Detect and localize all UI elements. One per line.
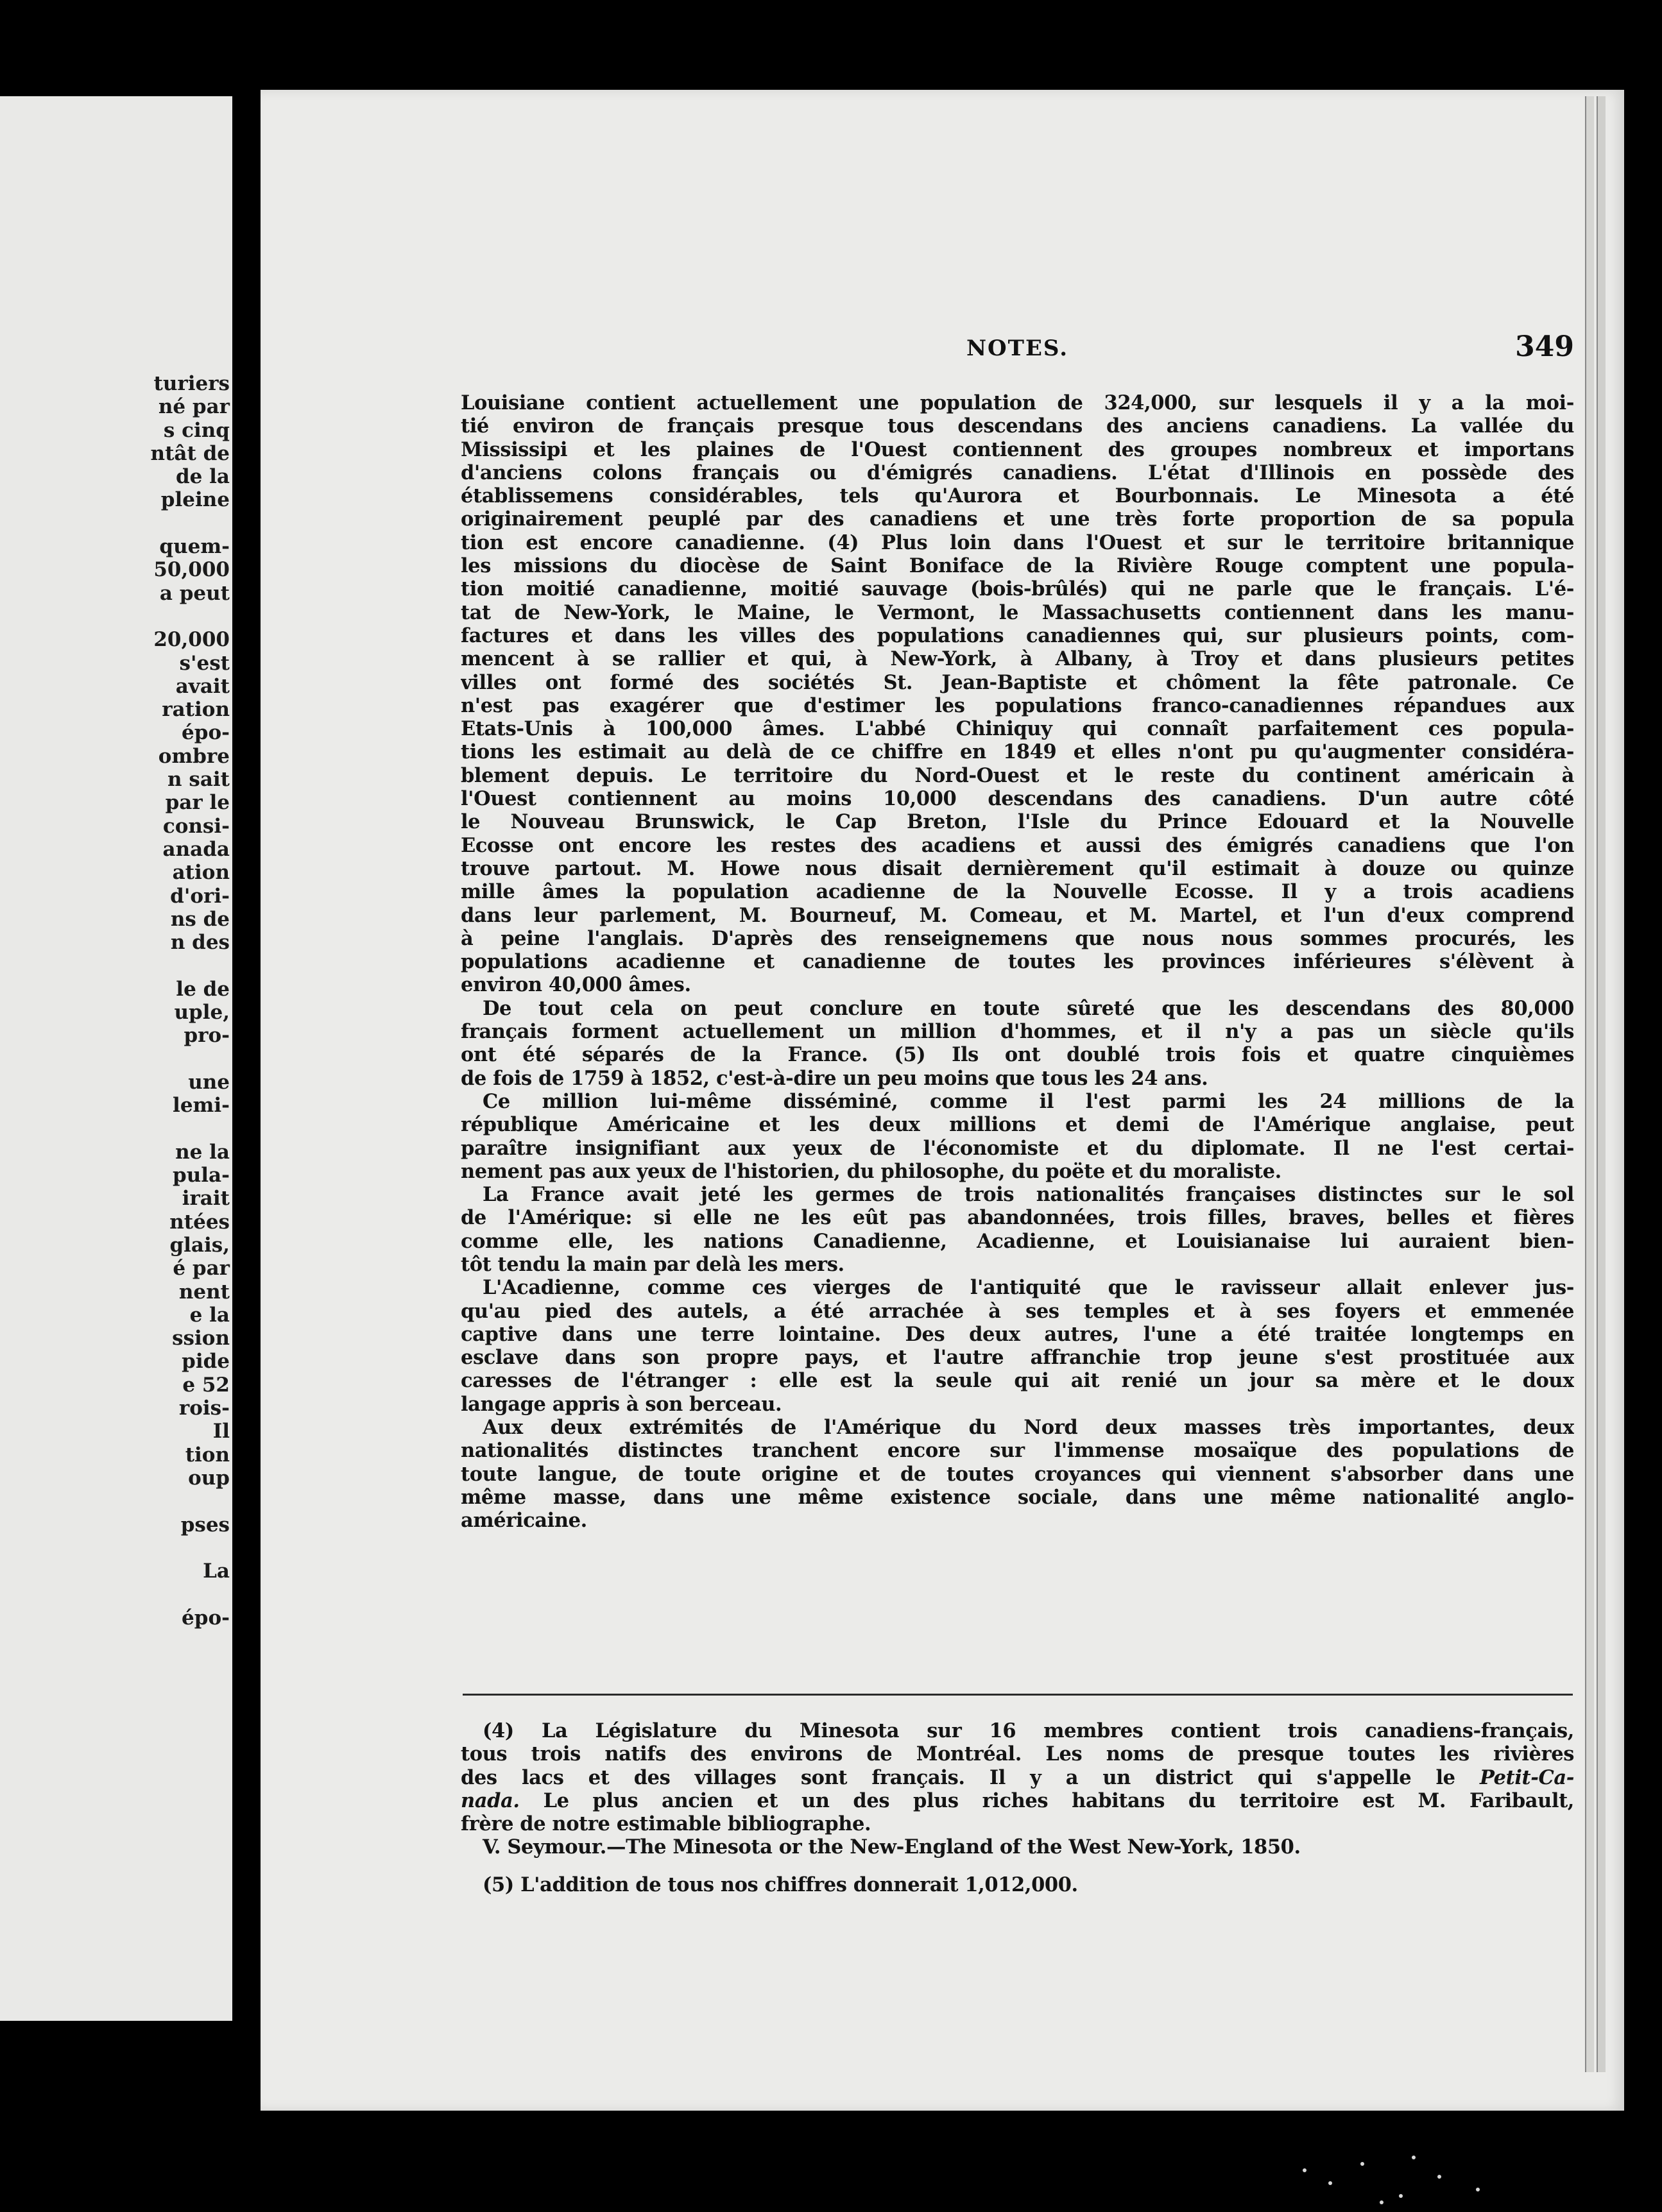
text-line: d'anciens colons français ou d'émigrés canadiens. L'état d'Illinois en possède des xyxy=(461,461,1574,484)
text-line: Mississipi et les plaines de l'Ouest contiennent des groupes nombreux et importans xyxy=(461,438,1574,461)
page-edge xyxy=(1585,96,1594,2072)
facing-page-line: Il xyxy=(212,1420,230,1443)
scan-speckle xyxy=(1328,2181,1332,2185)
book-page xyxy=(261,90,1624,2111)
facing-page-line xyxy=(82,1048,230,1071)
page-number: 349 xyxy=(1515,330,1574,363)
text-line: captive dans une terre lointaine. Des deux autres, l'une a été traitée longtemps en xyxy=(461,1322,1574,1346)
facing-page-line: pses xyxy=(180,1513,230,1536)
facing-page-line xyxy=(82,1536,230,1560)
footnote-4-italic: Petit-Ca- xyxy=(1479,1765,1574,1789)
facing-page-line: ration xyxy=(162,698,230,722)
facing-page-line: nent xyxy=(178,1280,230,1304)
text-line: de l'Amérique: si elle ne les eût pas abandonnées, trois filles, braves, belles et fières xyxy=(461,1206,1574,1230)
facing-page-line: ne la xyxy=(175,1140,230,1164)
text-line: mencent à se rallier et qui, à New-York, à Albany, à Troy et dans plusieurs petites xyxy=(461,647,1574,671)
text-line: dans leur parlement, M. Bourneuf, M. Comeau, et M. Martel, et l'un d'eux comprend xyxy=(461,903,1574,927)
facing-page-line: anada xyxy=(162,837,230,861)
running-title: NOTES. xyxy=(966,336,1069,361)
text-line: tion moitié canadienne, moitié sauvage (bois-brûlés) qui ne parle que le français. L'é- xyxy=(461,577,1574,601)
facing-page-line: 50,000 xyxy=(153,558,230,582)
text-line: blement depuis. Le territoire du Nord-Ouest et le reste du continent américain à xyxy=(461,763,1574,787)
footnote-4-line: frère de notre estimable bibliographe. xyxy=(461,1812,871,1836)
text-line: nement pas aux yeux de l'historien, du philosophe, du poëte et du moraliste. xyxy=(461,1159,1281,1183)
facing-page-line: glais, xyxy=(169,1233,230,1257)
facing-page-line xyxy=(82,605,230,628)
text-line: tié environ de français presque tous descendans des anciens canadiens. La vallée du xyxy=(461,414,1574,438)
text-line: les missions du diocèse de Saint Boniface de la Rivière Rouge comptent une popula- xyxy=(461,554,1574,578)
running-head xyxy=(461,330,1574,369)
text-line: De tout cela on peut conclure en toute sûreté que les descendans des 80,000 xyxy=(483,996,1574,1020)
footnote-seymour: V. Seymour.—The Minesota or the New-England of the West New-York, 1850. xyxy=(483,1835,1301,1859)
scan-speckle xyxy=(1399,2194,1403,2198)
facing-page-line: lemi- xyxy=(173,1094,230,1118)
scan-speckle xyxy=(1412,2156,1416,2159)
text-line: le Nouveau Brunswick, le Cap Breton, l'Isle du Prince Edouard et la Nouvelle xyxy=(461,810,1574,834)
text-line: l'Ouest contiennent au moins 10,000 descendans des canadiens. D'un autre côté xyxy=(461,787,1574,811)
text-line: tôt tendu la main par delà les mers. xyxy=(461,1252,844,1276)
text-line: n'est pas exagérer que d'estimer les populations franco-canadiennes répandues aux xyxy=(461,693,1574,717)
text-line: tions les estimait au delà de ce chiffre en 1849 et elles n'ont pu qu'augmenter considéra- xyxy=(461,740,1574,764)
scan-speckle xyxy=(1437,2175,1441,2179)
facing-page-line xyxy=(82,1118,230,1141)
text-line: français forment actuellement un million d'hommes, et il n'y a pas un siècle qu'ils xyxy=(461,1020,1574,1044)
facing-page-line: de la xyxy=(175,465,230,489)
text-line: villes ont formé des sociétés St. Jean-Baptiste et chôment la fête patronale. Ce xyxy=(461,670,1574,694)
footnote-4-line: (4) La Législature du Minesota sur 16 membres contient trois canadiens-français, xyxy=(483,1719,1574,1742)
facing-page-line: e 52 xyxy=(182,1373,230,1397)
facing-page-line: ns de xyxy=(170,907,230,931)
text-line: Louisiane contient actuellement une population de 324,000, sur lesquels il y a la moi- xyxy=(461,391,1574,414)
footnote-4-text: Le plus ancien et un des plus riches habitans du territoire est M. Faribault, xyxy=(519,1789,1574,1812)
facing-page-line: une xyxy=(188,1070,230,1094)
text-line: caresses de l'étranger : elle est la seule qui ait renié un jour sa mère et le doux xyxy=(461,1369,1574,1393)
text-line: paraître insignifiant aux yeux de l'économiste et du diplomate. Il ne l'est certai- xyxy=(461,1136,1574,1160)
text-line: environ 40,000 âmes. xyxy=(461,973,691,997)
facing-page-line: pula- xyxy=(173,1164,230,1187)
facing-page-line: 20,000 xyxy=(153,628,230,652)
text-line: établissemens considérables, tels qu'Aurora et Bourbonnais. Le Minesota a été xyxy=(461,484,1574,508)
facing-page-line: e la xyxy=(189,1303,230,1327)
facing-page-line: La xyxy=(203,1560,230,1583)
facing-page-line: par le xyxy=(165,791,230,815)
page-edge xyxy=(1597,96,1606,2072)
facing-page-fragment xyxy=(0,96,232,2021)
text-line: La France avait jeté les germes de trois nationalités françaises distinctes sur le sol xyxy=(483,1183,1574,1207)
footnote-5: (5) L'addition de tous nos chiffres donnerait 1,012,000. xyxy=(483,1873,1078,1896)
footnote-4-line xyxy=(461,1766,1574,1789)
facing-page-line: irait xyxy=(182,1187,230,1211)
scan-speckle xyxy=(1303,2168,1306,2172)
facing-page-line: uple, xyxy=(174,1001,230,1025)
facing-page-line: épo- xyxy=(182,1606,230,1629)
text-line: esclave dans son propre pays, et l'autre affranchie trop jeune s'est prostituée aux xyxy=(461,1346,1574,1370)
text-line: comme elle, les nations Canadienne, Acadienne, et Louisianaise lui auraient bien- xyxy=(461,1229,1574,1253)
footnote-4-line xyxy=(461,1789,1574,1812)
facing-page-line: tion xyxy=(185,1443,230,1467)
text-line: république Américaine et les deux millions et demi de l'Amérique anglaise, peut xyxy=(461,1113,1574,1137)
facing-page-line: pleine xyxy=(160,488,230,512)
facing-page-line: né par xyxy=(158,395,230,419)
text-line: originairement peuplé par des canadiens et une très forte proportion de sa popula xyxy=(461,507,1574,531)
facing-page-line: s cinq xyxy=(163,418,230,442)
facing-page-line: épo- xyxy=(182,721,230,745)
body-text xyxy=(461,391,1574,1533)
facing-page-line: rois- xyxy=(178,1397,230,1420)
facing-page-line: ation xyxy=(172,861,230,885)
text-line: toute langue, de toute origine et de toutes croyances qui viennent s'absorber dans une xyxy=(461,1462,1574,1486)
facing-page-line: ntées xyxy=(169,1210,230,1234)
facing-page-line: a peut xyxy=(159,581,230,605)
scan-speckle xyxy=(1380,2200,1384,2204)
facing-page-line: pide xyxy=(182,1350,230,1374)
text-line: mille âmes la population acadienne de la Nouvelle Ecosse. Il y a trois acadiens xyxy=(461,880,1574,904)
text-line: langage appris à son berceau. xyxy=(461,1392,782,1416)
text-line: Ce million lui-même disséminé, comme il l'est parmi les 24 millions de la xyxy=(483,1089,1574,1113)
text-line: Ecosse ont encore les restes des acadiens et aussi des émigrés canadiens que l'on xyxy=(461,833,1574,857)
footnote-4-italic: nada. xyxy=(461,1789,520,1812)
facing-page-line: quem- xyxy=(159,535,230,559)
facing-page-line xyxy=(82,1490,230,1513)
scan-speckle xyxy=(1476,2188,1480,2191)
text-line: américaine. xyxy=(461,1509,587,1533)
facing-page-line: le de xyxy=(176,977,230,1001)
text-line: à peine l'anglais. D'après des renseignemens que nous nous sommes procurés, les xyxy=(461,926,1574,950)
footnote-4-line: tous trois natifs des environs de Montréal. Les noms de presque toutes les rivières xyxy=(461,1742,1574,1766)
facing-page-line xyxy=(82,954,230,977)
facing-page-line: oup xyxy=(188,1466,230,1490)
facing-page-line: consi- xyxy=(162,814,230,838)
text-line: tat de New-York, le Maine, le Vermont, le Massachusetts contiennent dans les manu- xyxy=(461,600,1574,624)
facing-page-line xyxy=(82,1583,230,1606)
facing-page-text xyxy=(82,372,230,1629)
footnotes xyxy=(461,1719,1574,1896)
text-line: nationalités distinctes tranchent encore sur l'immense mosaïque des populations de xyxy=(461,1439,1574,1463)
facing-page-line: n des xyxy=(170,931,230,955)
text-line: Aux deux extrémités de l'Amérique du Nord deux masses très importantes, deux xyxy=(483,1416,1574,1440)
text-line: trouve partout. M. Howe nous disait dernièrement qu'il estimait à douze ou quinze xyxy=(461,856,1574,880)
text-line: factures et dans les villes des populations canadiennes qui, sur plusieurs points, com- xyxy=(461,624,1574,647)
facing-page-line: ombre xyxy=(158,744,230,768)
facing-page-line: ssion xyxy=(172,1327,230,1350)
text-line: Etats-Unis à 100,000 âmes. L'abbé Chiniquy qui connaît parfaitement ces popula- xyxy=(461,717,1574,741)
text-line: L'Acadienne, comme ces vierges de l'antiquité que le ravisseur allait enlever jus- xyxy=(483,1276,1574,1300)
text-line: populations acadienne et canadienne de toutes les provinces inférieures s'élèvent à xyxy=(461,950,1574,974)
facing-page-line: turiers xyxy=(153,372,230,395)
facing-page-line: avait xyxy=(175,674,230,698)
facing-page-line: é par xyxy=(173,1257,230,1280)
text-line: tion est encore canadienne. (4) Plus loin dans l'Ouest et sur le territoire britannique xyxy=(461,531,1574,554)
facing-page-line: n sait xyxy=(167,768,230,792)
scan-speckle xyxy=(1360,2162,1364,2166)
text-line: ont été séparés de la France. (5) Ils ont doublé trois fois et quatre cinquièmes xyxy=(461,1043,1574,1067)
text-line: de fois de 1759 à 1852, c'est-à-dire un peu moins que tous les 24 ans. xyxy=(461,1066,1208,1090)
facing-page-line: d'ori- xyxy=(170,884,230,908)
text-line: même masse, dans une même existence sociale, dans une même nationalité anglo- xyxy=(461,1485,1574,1509)
footnote-rule xyxy=(463,1694,1573,1696)
text-line: qu'au pied des autels, a été arrachée à ses temples et à ses foyers et emmenée xyxy=(461,1299,1574,1323)
facing-page-line: ntât de xyxy=(150,441,230,465)
facing-page-line xyxy=(82,512,230,535)
facing-page-line: s'est xyxy=(179,651,230,675)
facing-page-line: pro- xyxy=(184,1024,230,1048)
footnote-4-text: des lacs et des villages sont français. Il y a un district qui s'appelle le xyxy=(461,1765,1480,1789)
